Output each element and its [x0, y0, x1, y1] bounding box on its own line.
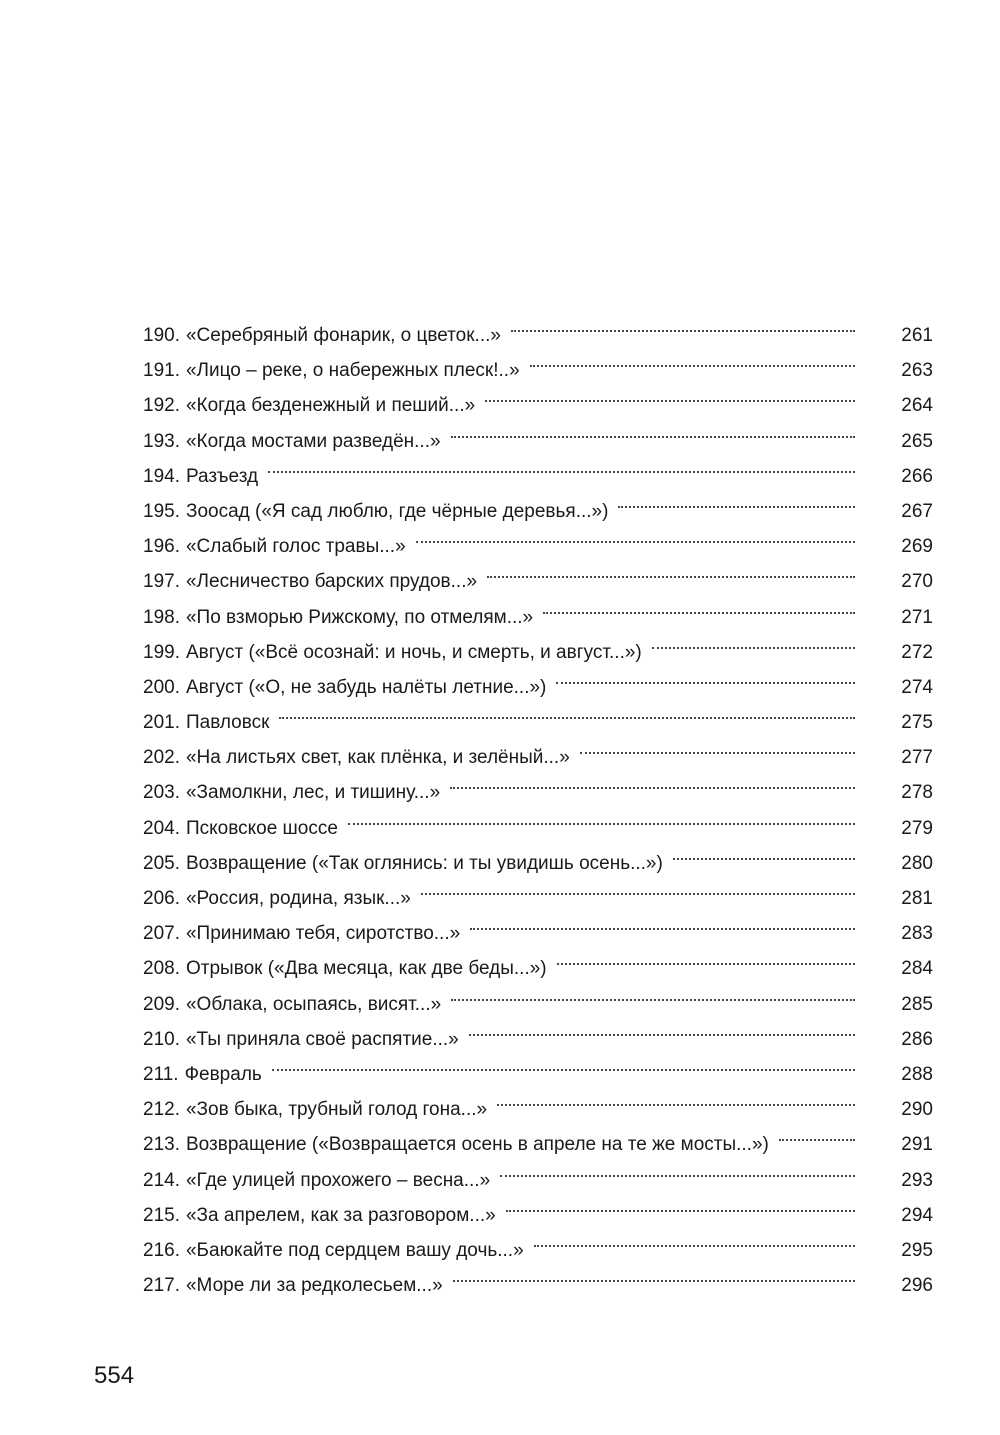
toc-entry-number: 214.	[143, 1169, 180, 1191]
toc-entry-number: 205.	[143, 852, 180, 874]
toc-entry-number: 198.	[143, 606, 180, 628]
dot-leader	[421, 869, 855, 904]
dot-leader	[485, 376, 855, 411]
toc-entry-page: 293	[901, 1169, 933, 1191]
toc-entry-title: Псковское шоссе	[185, 817, 338, 839]
dot-leader	[497, 1080, 855, 1115]
toc-entry-page: 272	[901, 641, 933, 663]
toc-entry-title: «По взморью Рижскому, по отмелям...»	[185, 606, 534, 628]
dot-leader	[534, 1221, 855, 1256]
toc-entry-page: 271	[901, 606, 933, 628]
toc-entry-page: 265	[901, 430, 933, 452]
dot-leader	[543, 588, 855, 623]
toc-entry-number: 206.	[143, 888, 180, 909]
toc-entry-title: Отрывок («Два месяца, как две беды...»)	[185, 958, 547, 980]
toc-entry-page: 281	[901, 888, 933, 909]
dot-leader	[470, 904, 855, 939]
toc-entry-number: 200.	[143, 676, 180, 698]
toc-entry-title: Зоосад («Я сад люблю, где чёрные деревья...»)	[185, 500, 609, 522]
toc-entry-page: 269	[901, 536, 933, 558]
toc-entry-page: 294	[901, 1204, 933, 1226]
dot-leader	[451, 412, 855, 447]
toc-entry-page: 267	[901, 500, 933, 522]
toc-entry-page: 283	[901, 923, 933, 945]
toc-entry-number: 195.	[143, 500, 180, 522]
toc-entry-title: Разъезд	[185, 465, 259, 487]
toc-entry-title: «Серебряный фонарик, о цветок...»	[185, 325, 501, 346]
dot-leader	[487, 552, 855, 587]
dot-leader	[500, 1151, 855, 1186]
dot-leader	[580, 728, 855, 763]
toc-entry-title: «Море ли за редколесьем...»	[185, 1275, 443, 1297]
toc-entry-number: 215.	[143, 1204, 180, 1226]
toc-entry-page: 286	[901, 1028, 933, 1050]
toc-entry-title: «Когда мостами разведён...»	[185, 430, 441, 452]
toc-entry-page: 270	[901, 571, 933, 593]
toc-entry-page: 277	[901, 747, 933, 769]
toc-entry-number: 209.	[143, 993, 180, 1015]
toc-entry-page: 290	[901, 1099, 933, 1121]
toc-entry-page: 274	[901, 676, 933, 698]
toc-entry-number: 213.	[143, 1134, 180, 1156]
dot-leader	[511, 306, 855, 341]
dot-leader	[506, 1186, 855, 1221]
toc-entry-page: 280	[901, 852, 933, 874]
toc-entry-number: 199.	[143, 641, 180, 663]
toc-entry-number: 207.	[143, 923, 180, 945]
toc-entry-title: «Ты приняла своё распятие...»	[185, 1028, 459, 1050]
dot-leader	[416, 517, 855, 552]
toc-entry-number: 191.	[143, 360, 180, 382]
toc-entry-page: 295	[901, 1239, 933, 1261]
dot-leader	[618, 482, 855, 517]
toc-entry-title: Павловск	[185, 712, 270, 734]
toc-entry-title: Февраль	[184, 1063, 262, 1085]
dot-leader	[272, 1045, 855, 1080]
toc-entry-page: 288	[901, 1063, 933, 1085]
toc-entry-number: 212.	[143, 1099, 180, 1121]
toc-entry-number: 216.	[143, 1239, 180, 1261]
toc-entry-title: «На листьях свет, как плёнка, и зелёный...»	[185, 747, 570, 769]
toc-entry-number: 193.	[143, 430, 180, 452]
toc-entry	[143, 306, 933, 346]
dot-leader	[673, 834, 855, 869]
toc-entry-number: 190.	[143, 325, 180, 346]
dot-leader	[451, 975, 855, 1010]
dot-leader	[279, 693, 855, 728]
dot-leader	[652, 623, 855, 658]
toc-entry-title: Август («О, не забудь налёты летние...»)	[185, 676, 547, 698]
toc-entry-title: «Замолкни, лес, и тишину...»	[185, 782, 441, 804]
toc-entry-number: 203.	[143, 782, 180, 804]
toc-entry-number: 211.	[143, 1063, 179, 1085]
toc-entry-page: 266	[901, 465, 933, 487]
dot-leader	[453, 1256, 855, 1291]
toc-entry-title: «Россия, родина, язык...»	[185, 888, 411, 909]
toc-entry-title: «Где улицей прохожего – весна...»	[185, 1169, 491, 1191]
toc-entry-page: 279	[901, 817, 933, 839]
toc-entry-page: 275	[901, 712, 933, 734]
toc-entry-page: 284	[901, 958, 933, 980]
dot-leader	[557, 939, 855, 974]
page-number: 554	[94, 1362, 135, 1389]
toc-entry-page: 261	[901, 325, 933, 346]
toc-entry-page: 296	[901, 1275, 933, 1297]
toc-entry-title: Август («Всё осознай: и ночь, и смерть, и август...»)	[185, 641, 642, 663]
toc-entry-title: Возвращение («Возвращается осень в апреле на те же мосты...»)	[185, 1134, 769, 1156]
toc-entry-number: 194.	[143, 465, 180, 487]
toc-entry-title: «Зов быка, трубный голод гона...»	[185, 1099, 488, 1121]
toc-entry	[143, 482, 933, 522]
toc-entry-number: 217.	[143, 1275, 180, 1297]
toc-entry-number: 202.	[143, 747, 180, 769]
toc-entry-page: 285	[901, 993, 933, 1015]
toc-entry-title: «Лицо – реке, о набережных плеск!..»	[185, 360, 520, 382]
toc-entry-title: «Когда безденежный и пеший...»	[185, 395, 476, 417]
toc-entry-title: «За апрелем, как за разговором...»	[185, 1204, 496, 1226]
dot-leader	[348, 799, 855, 834]
dot-leader	[469, 1010, 855, 1045]
toc-entry-number: 196.	[143, 536, 180, 558]
toc-entry-title: «Слабый голос травы...»	[185, 536, 406, 558]
toc-entry-title: «Принимаю тебя, сиротство...»	[185, 923, 461, 945]
toc-entry-page: 263	[901, 360, 933, 382]
toc-entry-title: «Баюкайте под сердцем вашу дочь...»	[185, 1239, 524, 1261]
toc-entry-number: 210.	[143, 1028, 180, 1050]
dot-leader	[450, 763, 855, 798]
table-of-contents	[143, 306, 933, 1297]
dot-leader	[530, 341, 855, 376]
toc-entry-number: 208.	[143, 958, 180, 980]
toc-entry-number: 192.	[143, 395, 180, 417]
dot-leader	[268, 447, 855, 482]
toc-entry-title: «Облака, осыпаясь, висят...»	[185, 993, 442, 1015]
dot-leader	[779, 1115, 855, 1150]
toc-entry-number: 201.	[143, 712, 180, 734]
toc-entry-number: 197.	[143, 571, 180, 593]
toc-entry-title: Возвращение («Так оглянись: и ты увидишь осень...»)	[185, 852, 663, 874]
dot-leader	[556, 658, 855, 693]
toc-entry-number: 204.	[143, 817, 180, 839]
toc-entry-page: 278	[901, 782, 933, 804]
toc-entry-page: 264	[901, 395, 933, 417]
toc-entry-page: 291	[901, 1134, 933, 1156]
toc-entry-title: «Лесничество барских прудов...»	[185, 571, 478, 593]
